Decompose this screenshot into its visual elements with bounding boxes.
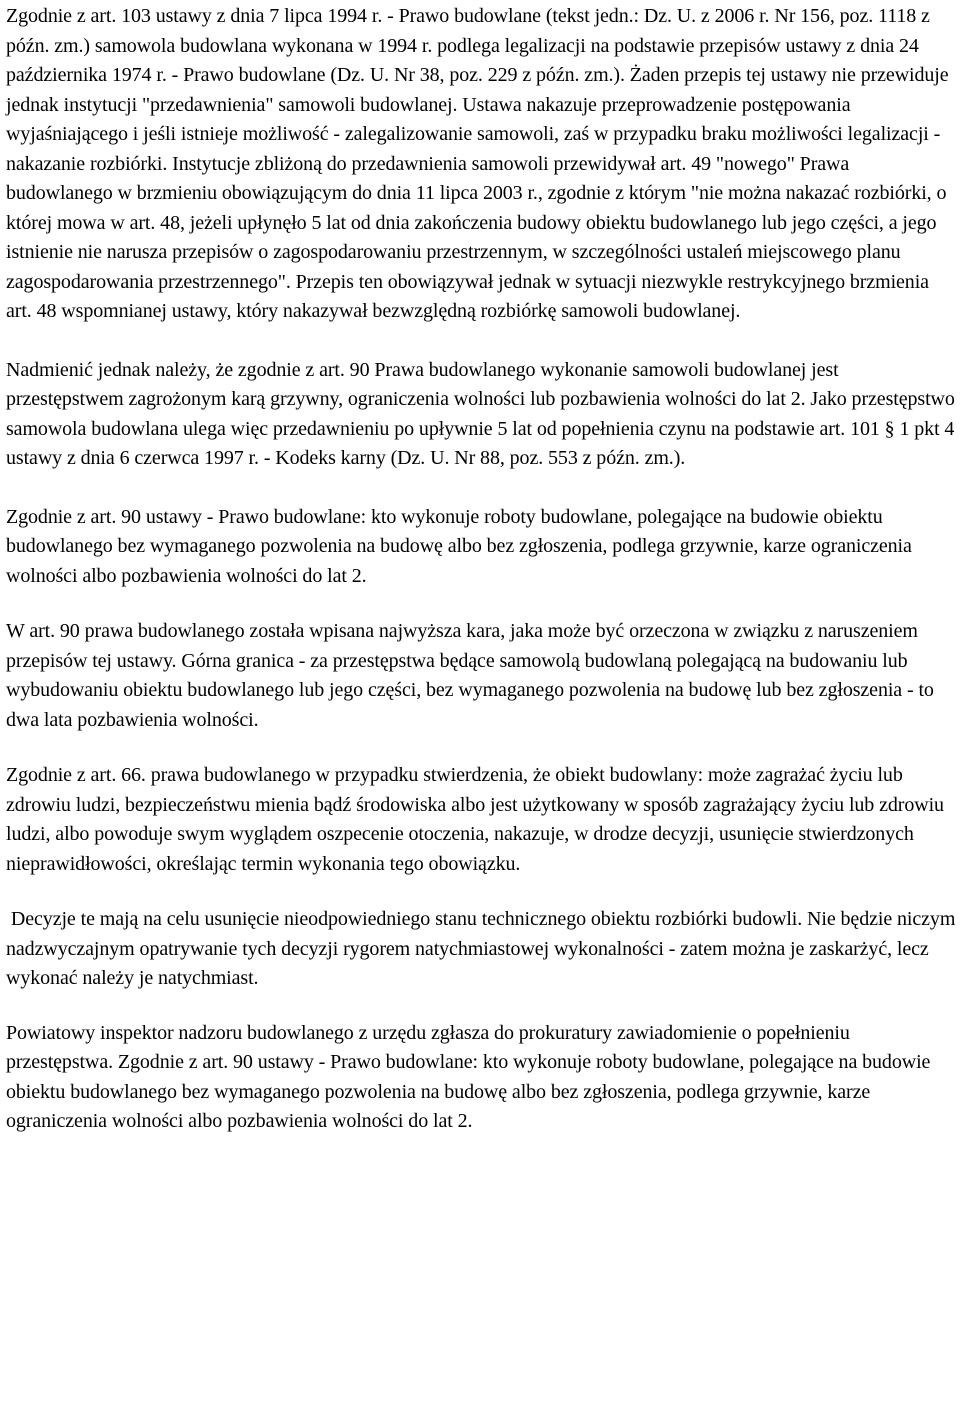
paragraph-inspector: Powiatowy inspektor nadzoru budowlanego z urzędu zgłasza do prokuratury zawiadomienie o popełnieniu przestępstwa. Zgodnie z art. 90 ustawy - Prawo budowlane: kto wykonuje roboty budowlane, polegające na budowie obiektu budowlanego bez wymaganego pozwolenia na budowę albo bez zgłoszenia, podlega grzywnie, karze ograniczenia wolności albo pozbawienia wolności do lat 2. [6, 1021, 931, 1132]
paragraph-art-66: Zgodnie z art. 66. prawa budowlanego w przypadku stwierdzenia, że obiekt budowlany: może zagrażać życiu lub zdrowiu ludzi, bezpieczeństwu mienia bądź środowiska albo jest użytkowany w sposób zagrażający życiu lub zdrowiu ludzi, albo powoduje swym wyglądem oszpecenie otoczenia, nakazuje, w drodze decyzji, usunięcie stwierdzonych nieprawidłowości, określając termin wykonania tego obowiązku. [6, 764, 944, 875]
paragraph-art-90: Zgodnie z art. 90 ustawy - Prawo budowlane: kto wykonuje roboty budowlane, polegające na budowie obiektu budowlanego bez wymaganego pozwolenia na budowę albo bez zgłoszenia, podlega grzywnie, karze ograniczenia wolności albo pozbawienia wolności do lat 2. [6, 505, 912, 587]
paragraph-decisions: Decyzje te mają na celu usunięcie nieodpowiedniego stanu technicznego obiektu rozbiórki budowli. Nie będzie niczym nadzwyczajnym opatrywanie tych decyzji rygorem natychmiastowej wykonalności - zatem można je zaskarżyć, lecz wykonać należy je natychmiast. [6, 908, 960, 989]
paragraph-criminal-offense: Nadmienić jednak należy, że zgodnie z art. 90 Prawa budowlanego wykonanie samowoli budowlanej jest przestępstwem zagrożonym karą grzywny, ograniczenia wolności lub pozbawienia wolności do lat 2. Jako przestępstwo samowola budowlana ulega więc przedawnieniu po upływnie 5 lat od popełnienia czynu na podstawie art. 101 § 1 pkt 4 ustawy z dnia 6 czerwca 1997 r. - Kodeks karny (Dz. U. Nr 88, poz. 553 z późn. zm.). [6, 358, 955, 469]
document-body [6, 2, 958, 1137]
paragraph-legalization: Zgodnie z art. 103 ustawy z dnia 7 lipca 1994 r. - Prawo budowlane (tekst jedn.: Dz. U. z 2006 r. Nr 156, poz. 1118 z późn. zm.) samowola budowlana wykonana w 1994 r. podlega legalizacji na podstawie przepisów ustawy z dnia 24 października 1974 r. - Prawo budowlane (Dz. U. Nr 38, poz. 229 z późn. zm.). Żaden przepis tej ustawy nie przewiduje jednak instytucji "przedawnienia" samowoli budowlanej. Ustawa nakazuje przeprowadzenie postępowania wyjaśniającego i jeśli istnieje możliwość - zalegalizowanie samowoli, zaś w przypadku braku możliwości legalizacji - nakazanie rozbiórki. Instytucje zbliżoną do przedawnienia samowoli przewidywał art. 49 "nowego" Prawa budowlanego w brzmieniu obowiązującym do dnia 11 lipca 2003 r., zgodnie z którym "nie można nakazać rozbiórki, o której mowa w art. 48, jeżeli upłynęło 5 lat od dnia zakończenia budowy obiektu budowlanego lub jego części, a jego istnienie nie narusza przepisów o zagospodarowaniu przestrzennym, w szczególności ustaleń miejscowego planu zagospodarowania przestrzennego". Przepis ten obowiązywał jednak w sytuacji niezwykle restrykcyjnego brzmienia art. 48 wspomnianej ustawy, który nakazywał bezwzględną rozbiórkę samowoli budowlanej. [6, 5, 949, 322]
paragraph-max-penalty: W art. 90 prawa budowlanego została wpisana najwyższa kara, jaka może być orzeczona w związku z naruszeniem przepisów tej ustawy. Górna granica - za przestępstwa będące samowolą budowlaną polegającą na budowaniu lub wybudowaniu obiektu budowlanego lub jego części, bez wymaganego pozwolenia na budowę lub bez zgłoszenia - to dwa lata pozbawienia wolności. [6, 620, 934, 731]
